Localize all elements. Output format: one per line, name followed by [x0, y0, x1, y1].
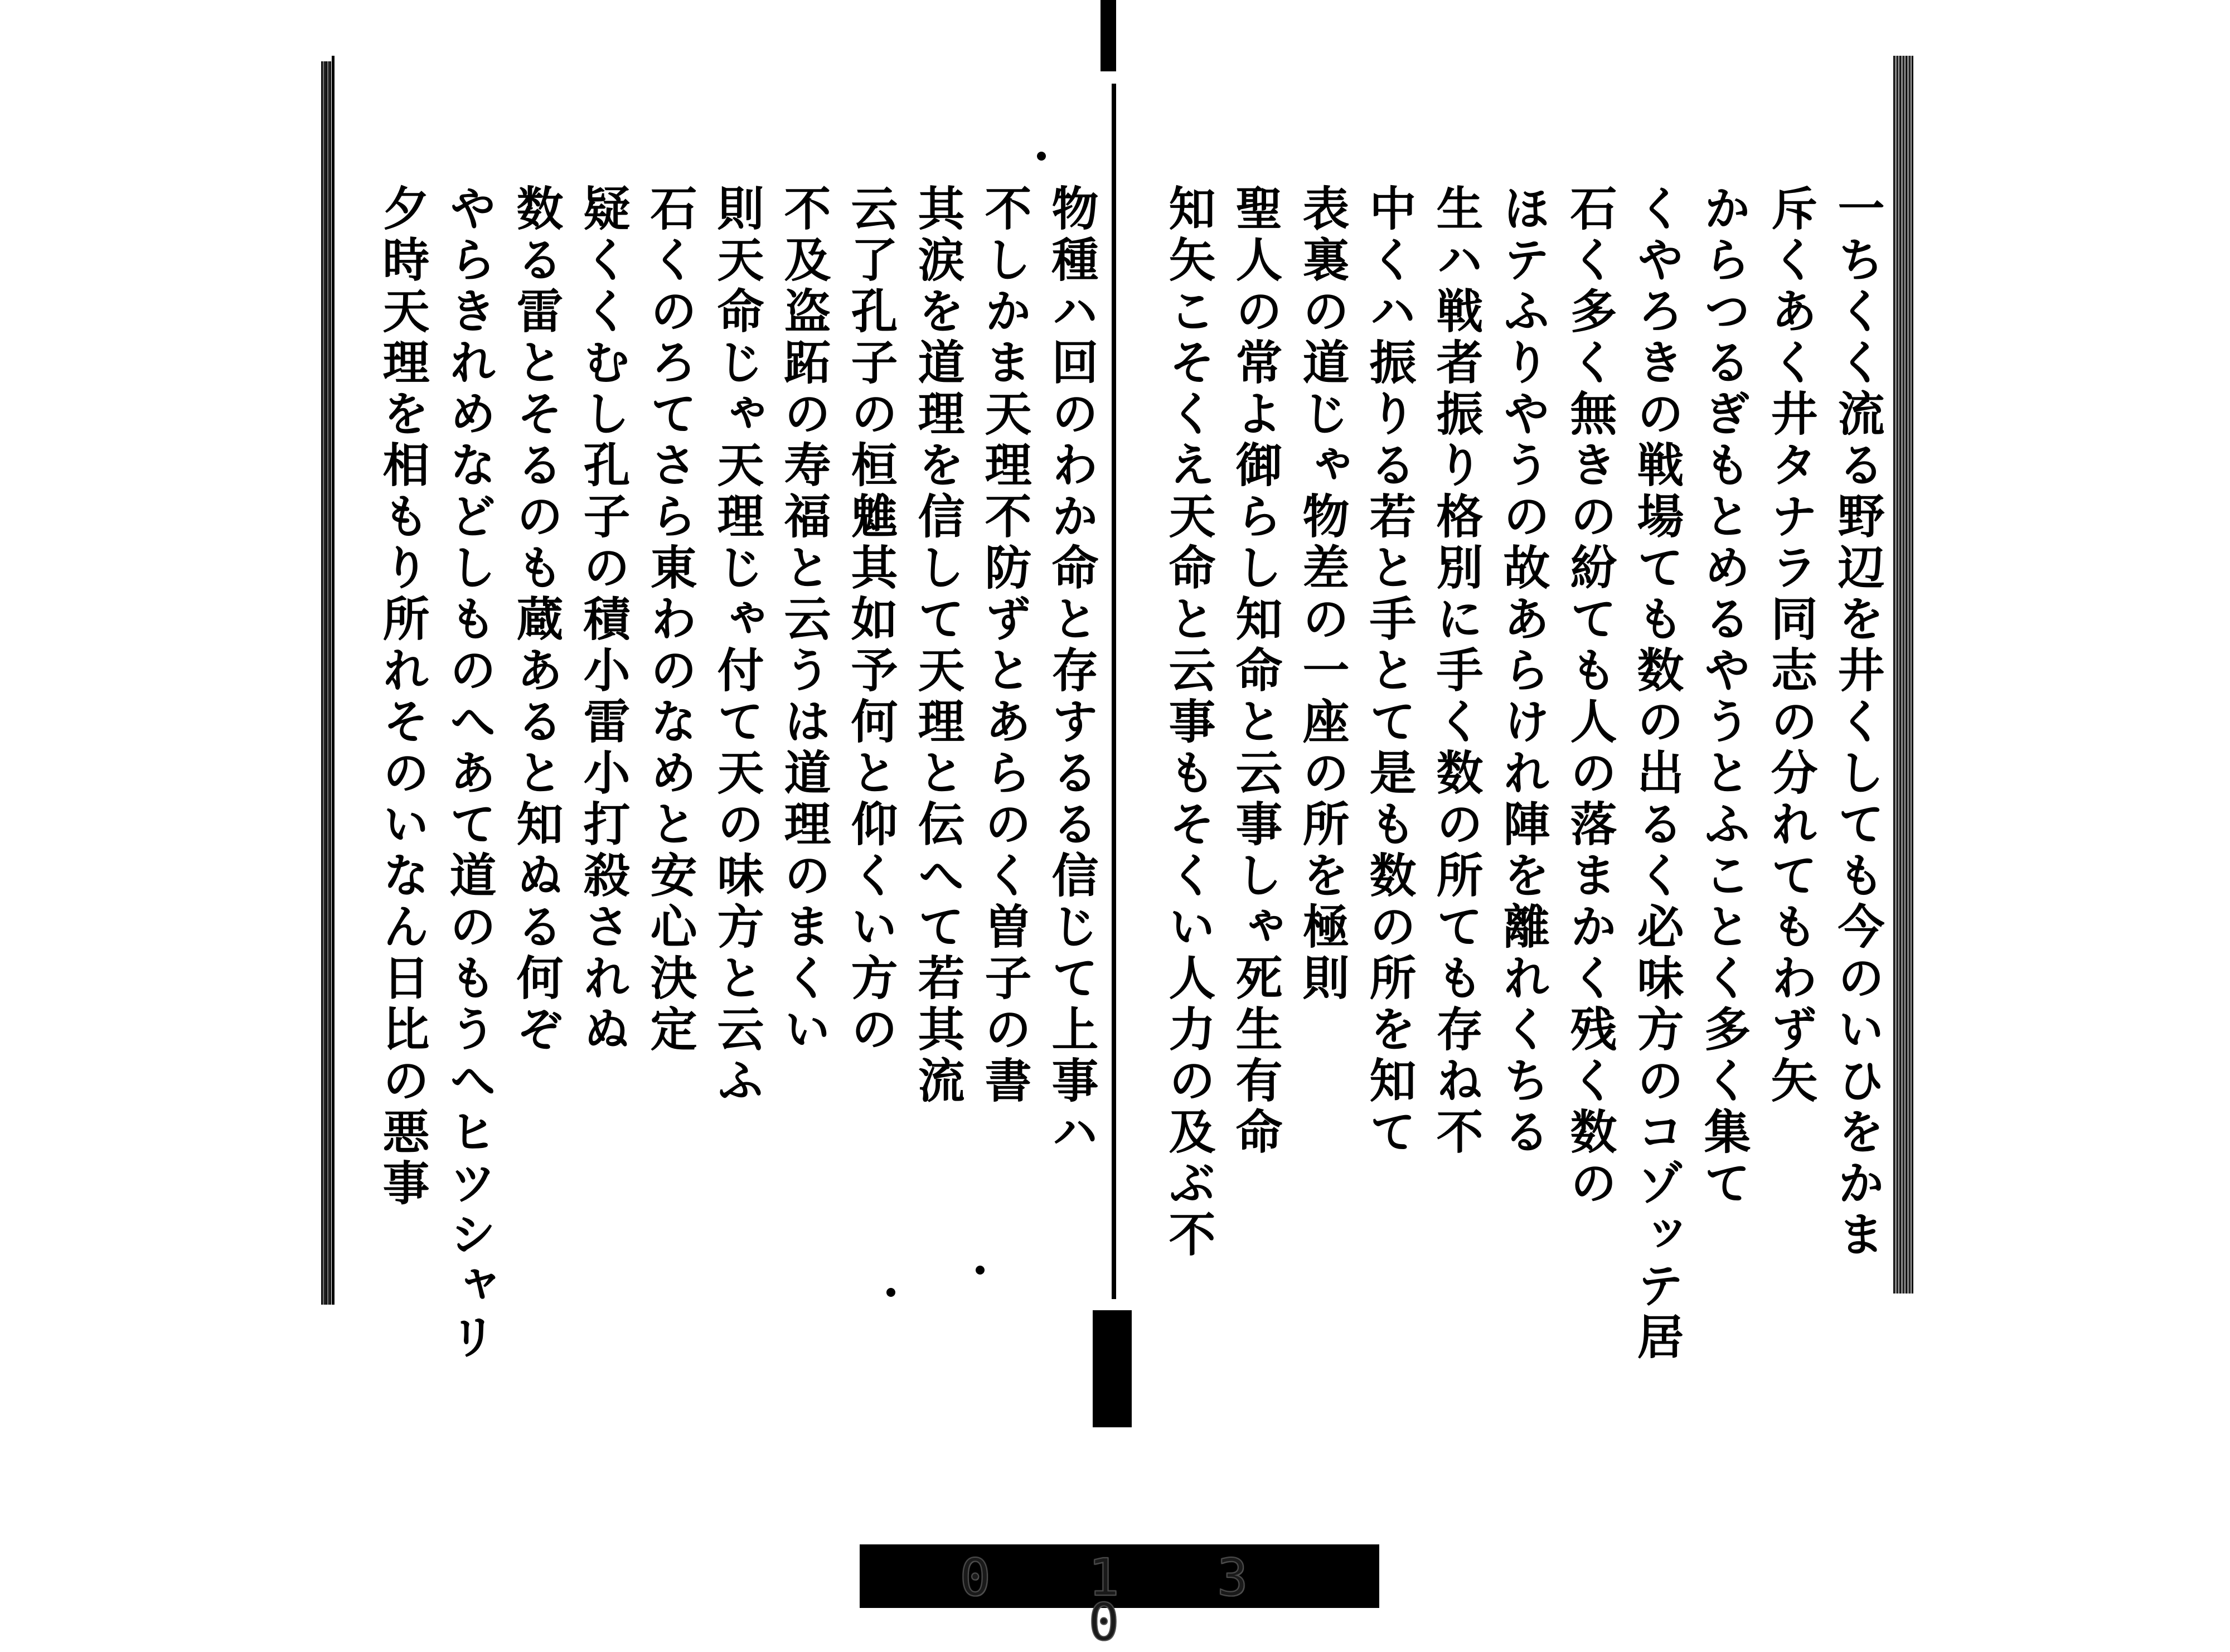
- right-col-2: 斥くあく井タナラ同志の分れてもわず矢: [1763, 184, 1819, 1107]
- left-col-3: 其涙を道理を信して天理と伝へて若其流: [910, 184, 966, 1107]
- right-col-4: くやろきの戦場ても数の出るく必味方のコゾッテ居: [1630, 184, 1685, 1364]
- left-col-5: 不及盗跖の寿福と云うは道理のまくい: [777, 184, 832, 1056]
- left-col-4: 云了孔子の桓魋其如予何と仰くい方の: [843, 184, 899, 1056]
- right-col-6: ほテふりやうの故あらけれ陣を離れくちる: [1496, 184, 1551, 1159]
- ink-mark: [886, 1288, 895, 1297]
- left-col-10: やらきれめなどしものへあて道のもうへヒツシャリ: [442, 184, 497, 1364]
- right-col-1: 一ちくく流る野辺を井くしても今のいひをかま: [1830, 184, 1885, 1261]
- right-col-5: 石く多く無きの紛ても人の落まかく残く数の: [1563, 184, 1618, 1210]
- left-col-7: 石くのろてさら東わのなめと安心決定: [643, 184, 698, 1056]
- left-col-6: 則天命じゃ天理じゃ付て天の味方と云ふ: [710, 184, 765, 1107]
- right-col-10: 聖人の常よ御らし知命と云事しゃ死生有命: [1228, 184, 1283, 1159]
- left-col-9: 数る雷とそるのも蔵あると知ぬる何ぞ: [509, 184, 564, 1056]
- right-col-11: 知矢こそくえ天命と云事もそくい人力の及ぶ不: [1161, 184, 1216, 1261]
- ink-mark: [976, 1266, 985, 1275]
- ink-mark: [1037, 152, 1046, 161]
- gutter-top-mark: [1101, 0, 1116, 71]
- book-gutter: [1112, 84, 1116, 1299]
- left-col-8: 疑くくむし孔子の積小雷小打殺されぬ: [576, 184, 631, 1056]
- gutter-bottom-mark: [1093, 1310, 1132, 1427]
- right-col-9: 表裏の道じゃ物差の一座の所を極則: [1295, 184, 1350, 1005]
- right-col-3: からつるぎもとめるやうとふことく多く集て: [1696, 184, 1752, 1210]
- right-col-7: 生ハ戦者振り格別に手く数の所ても存ね不: [1429, 184, 1484, 1159]
- left-col-11: 夕時天理を相もり所れそのいなん日比の悪事: [375, 184, 430, 1210]
- right-col-8: 中くハ振りる若と手とて是も数の所を知て: [1362, 184, 1417, 1159]
- page-number: 0 1 3 0: [959, 1548, 1282, 1652]
- left-col-1: 物種ハ回のわか命と存するる信じて上事ハ: [1044, 184, 1099, 1159]
- left-col-2: 不しかま天理不防ずとあらのく曽子の書: [977, 184, 1032, 1107]
